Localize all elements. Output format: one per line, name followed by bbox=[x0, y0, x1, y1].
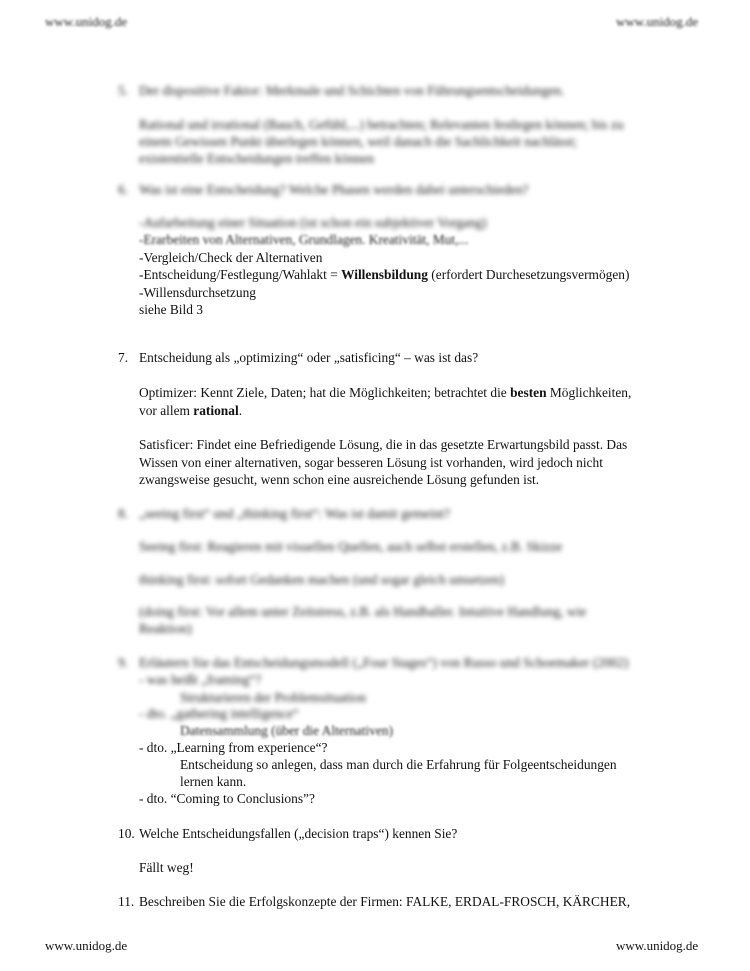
question-number: 8. bbox=[118, 506, 129, 521]
footer-left: www.unidog.de bbox=[45, 938, 128, 953]
list-item: - dto. „gathering intelligence“ bbox=[139, 706, 299, 721]
text-run: Optimizer: Kennt Ziele, Daten; hat die Möglichkeiten; betrachtet die bbox=[139, 385, 511, 400]
text-run: Möglichkeiten, bbox=[546, 385, 632, 400]
answer-line: existentielle Entscheidungen treffen können bbox=[139, 151, 375, 166]
list-item: - dto. “Coming to Conclusions”? bbox=[139, 791, 315, 806]
answer-line: Wissen von einer alternativen, sogar besseren Lösung ist vorhanden, wird jedoch nicht bbox=[139, 455, 603, 470]
answer-line: Satisficer: Findet eine Befriedigende Lösung, die in das gesetzte Erwartungsbild passt. Das bbox=[139, 437, 628, 452]
question-title: Beschreiben Sie die Erfolgskonzepte der Firmen: FALKE, ERDAL-FROSCH, KÄRCHER, bbox=[139, 894, 631, 909]
answer-line: einem Gewissen Punkt überlegen können, weil danach die Sachlichkeit nachlässt; bbox=[139, 134, 578, 149]
question-number: 9. bbox=[118, 655, 129, 670]
answer-line bbox=[139, 266, 629, 284]
answer-line bbox=[139, 384, 631, 402]
question-number: 10. bbox=[118, 826, 135, 841]
answer-line: thinking first: sofort Gedanken machen (und sogar gleich umsetzen) bbox=[139, 572, 505, 587]
bold-term: Willensbildung bbox=[341, 267, 428, 282]
answer-line: siehe Bild 3 bbox=[139, 302, 203, 317]
list-subitem: Datensammlung (über die Alternativen) bbox=[180, 723, 394, 738]
bold-term: besten bbox=[510, 385, 547, 400]
list-item: - dto. „Learning from experience“? bbox=[139, 740, 328, 755]
answer-line: (doing first: Vor allem unter Zeitstress, z.B. als Handballer. Intuitive Handlung, wie bbox=[139, 604, 587, 619]
answer-line: Fällt weg! bbox=[139, 860, 194, 875]
text-run: -Entscheidung/Festlegung/Wahlakt = bbox=[139, 267, 342, 282]
question-title: Entscheidung als „optimizing“ oder „satisficing“ – was ist das? bbox=[139, 350, 479, 365]
question-number: 7. bbox=[118, 350, 129, 365]
list-item: - was heißt „framing“? bbox=[139, 672, 262, 687]
text-run: vor allem bbox=[139, 403, 194, 418]
question-title: Was ist eine Entscheidung? Welche Phasen werden dabei unterschieden? bbox=[139, 182, 529, 197]
header-left: www.unidog.de bbox=[45, 14, 128, 29]
question-title: Erläutern Sie das Entscheidungsmodell („Four Stages“) von Russo und Schoemaker (2002) bbox=[139, 655, 629, 670]
footer-right: www.unidog.de bbox=[616, 938, 699, 953]
answer-line: Seeing first: Reagieren mit visuellen Quellen, auch selbst erstellen, z.B. Skizze bbox=[139, 539, 563, 554]
question-title: „seeing first“ und „thinking first“: Was ist damit gemeint? bbox=[139, 506, 451, 521]
text-run: (erfordert Durchesetzungsvermögen) bbox=[427, 267, 630, 282]
answer-line: Reaktion) bbox=[139, 621, 192, 636]
list-subitem: lernen kann. bbox=[180, 774, 247, 789]
header-right: www.unidog.de bbox=[616, 14, 699, 29]
question-number: 6. bbox=[118, 182, 129, 197]
answer-line: zwangsweise gesucht, wenn schon eine ausreichende Lösung gefunden ist. bbox=[139, 472, 540, 487]
question-number: 11. bbox=[118, 894, 135, 909]
question-number: 5. bbox=[118, 83, 129, 98]
bold-term: rational bbox=[193, 403, 239, 418]
answer-line bbox=[139, 402, 242, 420]
list-subitem: Strukturieren der Problemsituation bbox=[180, 690, 366, 705]
answer-line: -Willensdurchsetzung bbox=[139, 285, 256, 300]
question-title: Welche Entscheidungsfallen („decision traps“) kennen Sie? bbox=[139, 826, 458, 841]
answer-line: -Aufarbeitung einer Situation (ist schon ein subjektiver Vorgang) bbox=[139, 215, 487, 230]
list-subitem: Entscheidung so anlegen, dass man durch die Erfahrung für Folgeentscheidungen bbox=[180, 757, 617, 772]
answer-line: Rational und irrational (Bauch, Gefühl,...) betrachten; Relevanten festlegen können; bis zu bbox=[139, 117, 624, 132]
question-title: Der dispositive Faktor: Merkmale und Schichten von Führungsentscheidungen. bbox=[139, 83, 565, 98]
answer-line: -Erarbeiten von Alternativen, Grundlagen. Kreativität, Mut,... bbox=[139, 232, 469, 247]
text-run: . bbox=[238, 403, 243, 418]
answer-line: -Vergleich/Check der Alternativen bbox=[139, 250, 323, 265]
